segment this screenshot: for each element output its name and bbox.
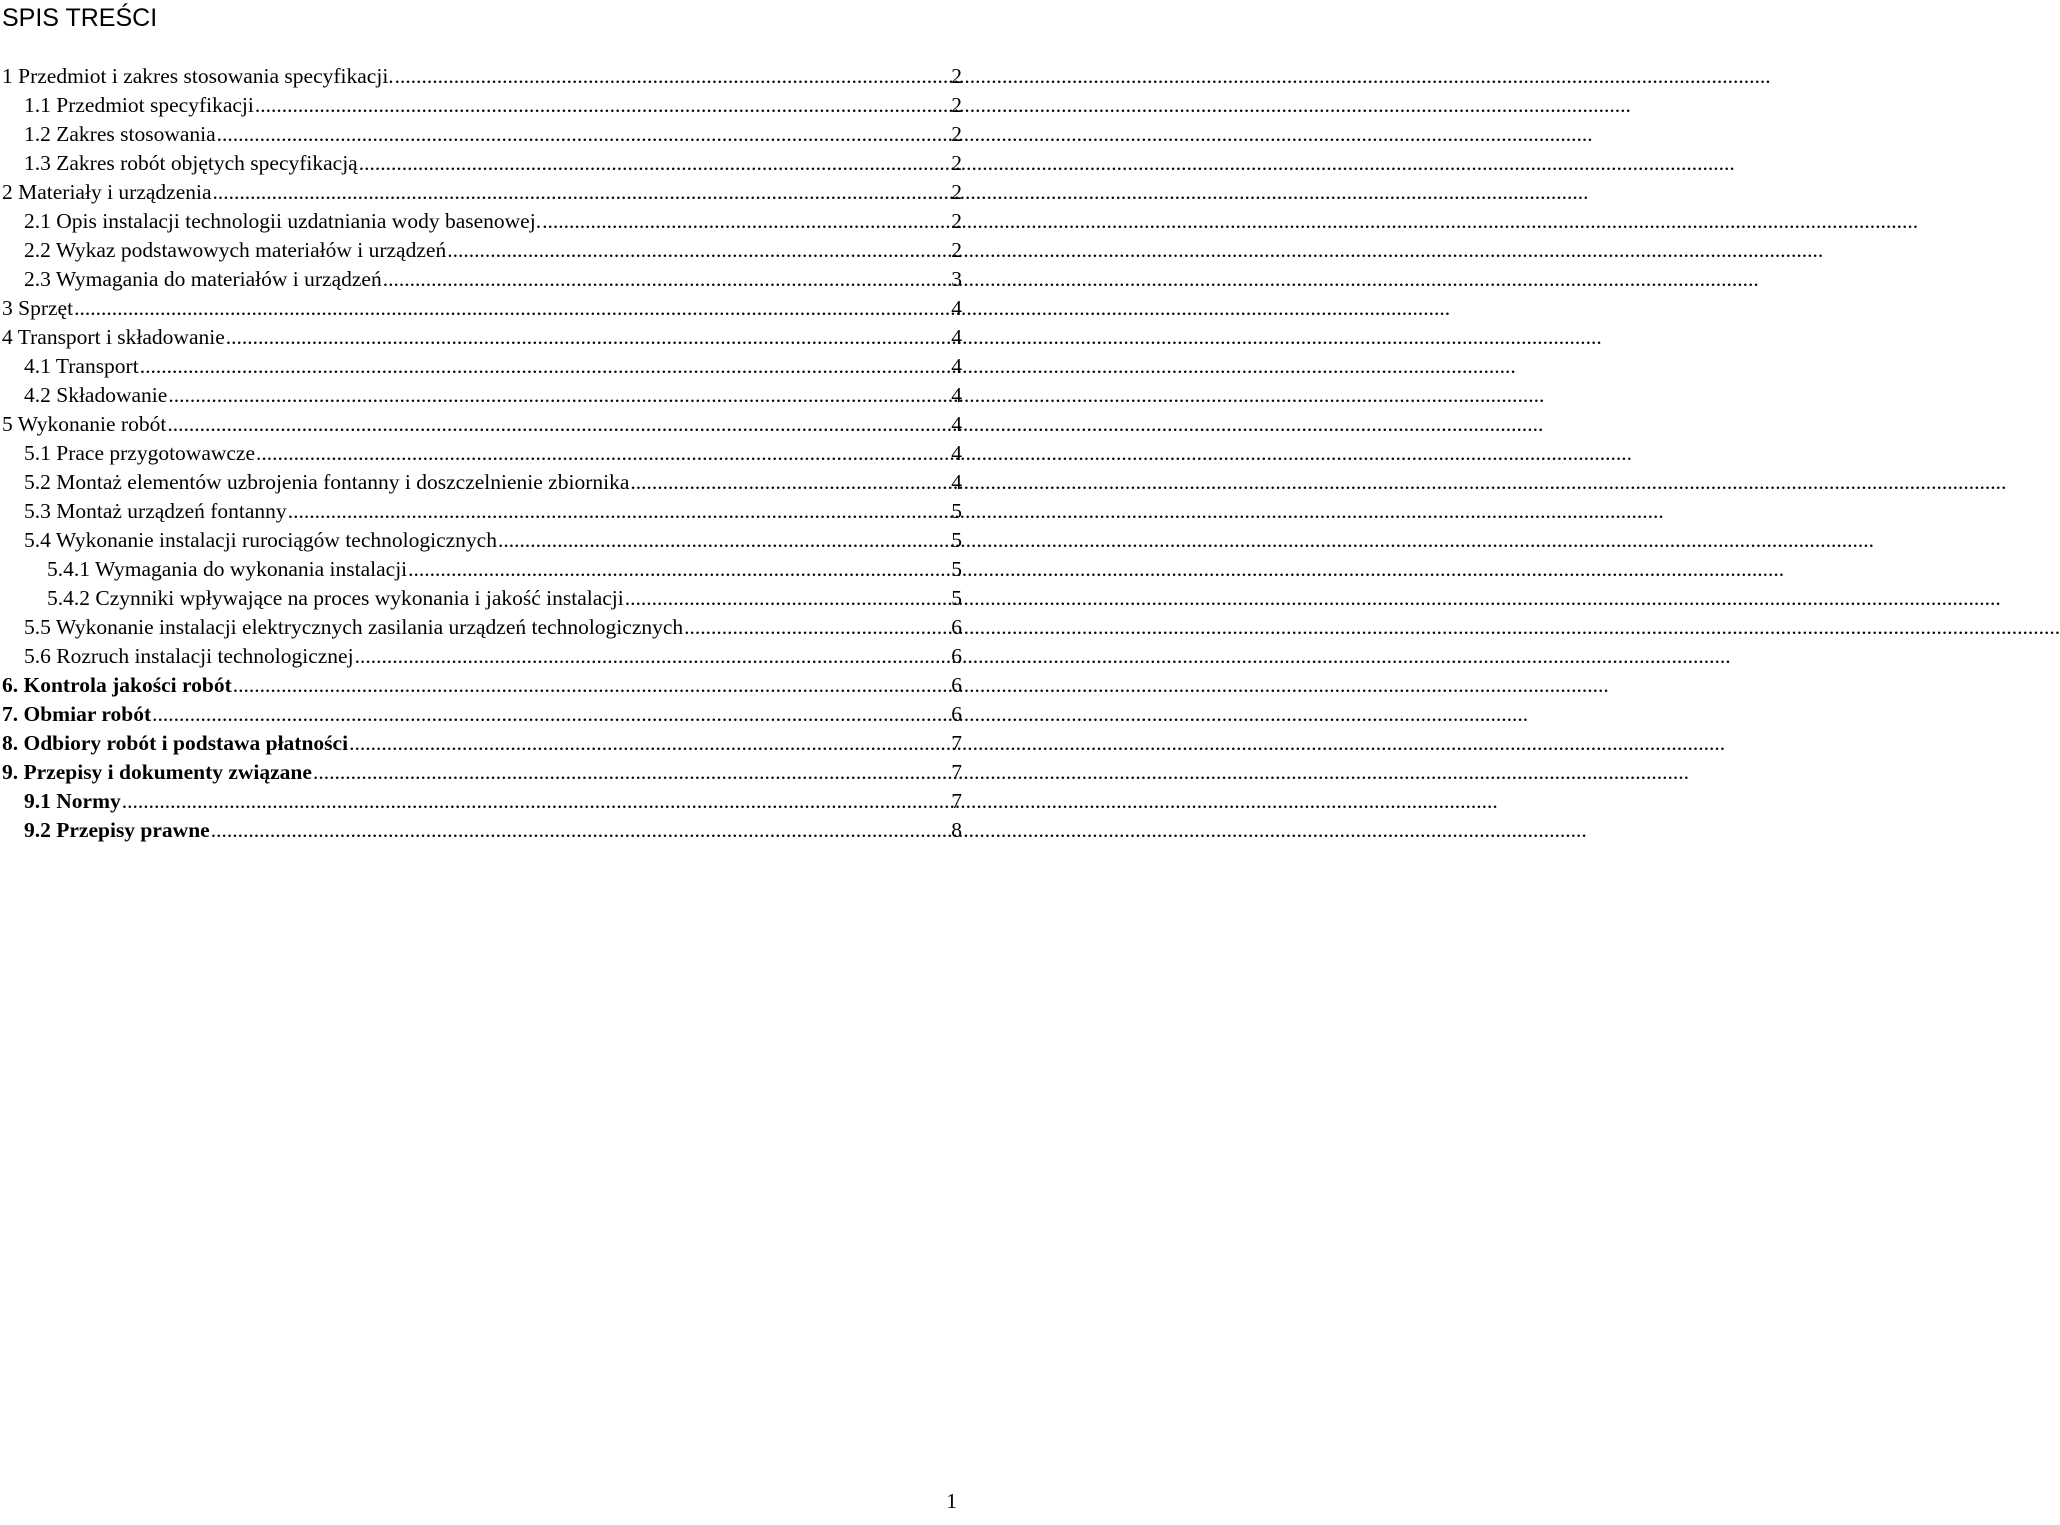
toc-entry-page: 5 xyxy=(951,586,962,610)
toc-entry[interactable] xyxy=(0,671,962,700)
toc-dot-leader xyxy=(217,120,951,149)
toc-entry[interactable] xyxy=(0,62,962,91)
toc-entry[interactable] xyxy=(0,323,962,352)
toc-entry-page: 2 xyxy=(951,93,962,117)
toc-entry-page: 8 xyxy=(951,818,962,842)
toc-entry[interactable] xyxy=(0,642,962,671)
toc-entry[interactable] xyxy=(0,149,962,178)
toc-dot-leader xyxy=(313,758,950,787)
toc-entry-title: 5.4 Wykonanie instalacji rurociągów technologicznych xyxy=(24,528,497,552)
toc-dot-leader xyxy=(74,294,950,323)
toc-entry-title: 7. Obmiar robót xyxy=(2,702,152,726)
toc-entry-page: 4 xyxy=(951,441,962,465)
toc-entry-title: 2 Materiały i urządzenia xyxy=(2,180,212,204)
toc-dot-leader xyxy=(447,236,950,265)
toc-entry[interactable] xyxy=(0,468,962,497)
toc-dot-leader xyxy=(395,62,951,91)
toc-dot-leader xyxy=(288,497,951,526)
toc-entry-page: 6 xyxy=(951,673,962,697)
toc-entry-title: 1.3 Zakres robót objętych specyfikacją xyxy=(24,151,358,175)
toc-entry[interactable] xyxy=(0,120,962,149)
toc-dot-leader xyxy=(355,642,951,671)
toc-entry[interactable] xyxy=(0,265,962,294)
toc-entry[interactable] xyxy=(0,178,962,207)
toc-dot-leader xyxy=(498,526,950,555)
toc-entry-page: 2 xyxy=(951,180,962,204)
page-number: 1 xyxy=(946,1489,957,1513)
toc-entry-page: 3 xyxy=(951,267,962,291)
toc-entry-title: 1.2 Zakres stosowania xyxy=(24,122,216,146)
toc-dot-leader xyxy=(359,149,951,178)
toc-entry-page: 2 xyxy=(951,122,962,146)
toc-dot-leader xyxy=(408,555,950,584)
toc-entry-page: 7 xyxy=(951,731,962,755)
toc-entry-page: 4 xyxy=(951,296,962,320)
toc-entry[interactable] xyxy=(0,91,962,120)
toc-entry-title: 8. Odbiory robót i podstawa płatności xyxy=(2,731,349,755)
toc-entry-page: 4 xyxy=(951,470,962,494)
toc-entry-title: 5.5 Wykonanie instalacji elektrycznych zasilania urządzeń technologicznych xyxy=(24,615,684,639)
toc-entry[interactable] xyxy=(0,352,962,381)
toc-entry-page: 5 xyxy=(951,528,962,552)
toc-entry[interactable] xyxy=(0,729,962,758)
toc-entry-title: 5.1 Prace przygotowawcze xyxy=(24,441,256,465)
toc-entry-title: 6. Kontrola jakości robót xyxy=(2,673,232,697)
toc-entry-title: 5.3 Montaż urządzeń fontanny xyxy=(24,499,287,523)
toc-dot-leader xyxy=(226,323,950,352)
toc-entry-page: 2 xyxy=(951,64,962,88)
toc-dot-leader xyxy=(542,207,950,236)
toc-dot-leader xyxy=(684,613,950,642)
toc-entry[interactable] xyxy=(0,816,962,845)
toc-entry[interactable] xyxy=(0,381,962,410)
toc-entry[interactable] xyxy=(0,497,962,526)
toc-entry-title: 3 Sprzęt xyxy=(2,296,74,320)
toc-dot-leader xyxy=(152,700,950,729)
toc-entry-page: 5 xyxy=(951,499,962,523)
toc-entry[interactable] xyxy=(0,294,962,323)
toc-entry[interactable] xyxy=(0,584,962,613)
toc-entry-title: 2.1 Opis instalacji technologii uzdatniania wody basenowej. xyxy=(24,209,542,233)
page-title: SPIS TREŚCI xyxy=(2,4,158,32)
toc-dot-leader xyxy=(211,816,951,845)
toc-entry-page: 6 xyxy=(951,615,962,639)
toc-dot-leader xyxy=(122,787,951,816)
toc-dot-leader xyxy=(168,381,950,410)
toc-entry-page: 2 xyxy=(951,238,962,262)
toc-entry-page: 6 xyxy=(951,644,962,668)
toc-entry[interactable] xyxy=(0,555,962,584)
toc-dot-leader xyxy=(625,584,950,613)
toc-entry-title: 9. Przepisy i dokumenty związane xyxy=(2,760,312,784)
toc-entry-page: 4 xyxy=(951,325,962,349)
toc-entry-title: 5.4.1 Wymagania do wykonania instalacji xyxy=(47,557,408,581)
toc-entry-title: 4 Transport i składowanie xyxy=(2,325,225,349)
toc-dot-leader xyxy=(349,729,950,758)
toc-entry[interactable] xyxy=(0,207,962,236)
toc-dot-leader xyxy=(167,410,950,439)
toc-entry-title: 5.4.2 Czynniki wpływające na proces wykonania i jakość instalacji xyxy=(47,586,624,610)
toc-entry-title: 2.2 Wykaz podstawowych materiałów i urządzeń xyxy=(24,238,447,262)
toc-dot-leader xyxy=(630,468,950,497)
toc-entry-title: 5.6 Rozruch instalacji technologicznej xyxy=(24,644,354,668)
toc-dot-leader xyxy=(256,439,950,468)
toc-entry-title: 5 Wykonanie robót xyxy=(2,412,167,436)
toc-entry-page: 2 xyxy=(951,209,962,233)
toc-entry[interactable] xyxy=(0,236,962,265)
toc-entry-page: 7 xyxy=(951,760,962,784)
toc-entry[interactable] xyxy=(0,410,962,439)
toc-entry-title: 5.2 Montaż elementów uzbrojenia fontanny i doszczelnienie zbiornika xyxy=(24,470,630,494)
toc-entry-page: 6 xyxy=(951,702,962,726)
toc-entry-page: 4 xyxy=(951,354,962,378)
toc-entry-title: 1 Przedmiot i zakres stosowania specyfikacji. xyxy=(2,64,394,88)
toc-entry-page: 5 xyxy=(951,557,962,581)
table-of-contents xyxy=(0,62,962,845)
toc-entry-title: 2.3 Wymagania do materiałów i urządzeń xyxy=(24,267,382,291)
toc-entry[interactable] xyxy=(0,700,962,729)
toc-entry-page: 2 xyxy=(951,151,962,175)
toc-entry[interactable] xyxy=(0,613,962,642)
toc-entry-title: 1.1 Przedmiot specyfikacji xyxy=(24,93,254,117)
toc-dot-leader xyxy=(255,91,950,120)
toc-entry-page: 4 xyxy=(951,412,962,436)
toc-dot-leader xyxy=(383,265,951,294)
toc-dot-leader xyxy=(140,352,951,381)
toc-entry[interactable] xyxy=(0,787,962,816)
toc-dot-leader xyxy=(213,178,951,207)
toc-entry[interactable] xyxy=(0,526,962,555)
toc-dot-leader xyxy=(233,671,951,700)
toc-entry-title: 4.2 Składowanie xyxy=(24,383,168,407)
toc-entry[interactable] xyxy=(0,439,962,468)
toc-entry-title: 9.2 Przepisy prawne xyxy=(24,818,210,842)
toc-entry[interactable] xyxy=(0,758,962,787)
toc-entry-title: 4.1 Transport xyxy=(24,354,139,378)
toc-entry-page: 7 xyxy=(951,789,962,813)
toc-entry-title: 9.1 Normy xyxy=(24,789,121,813)
toc-entry-page: 4 xyxy=(951,383,962,407)
